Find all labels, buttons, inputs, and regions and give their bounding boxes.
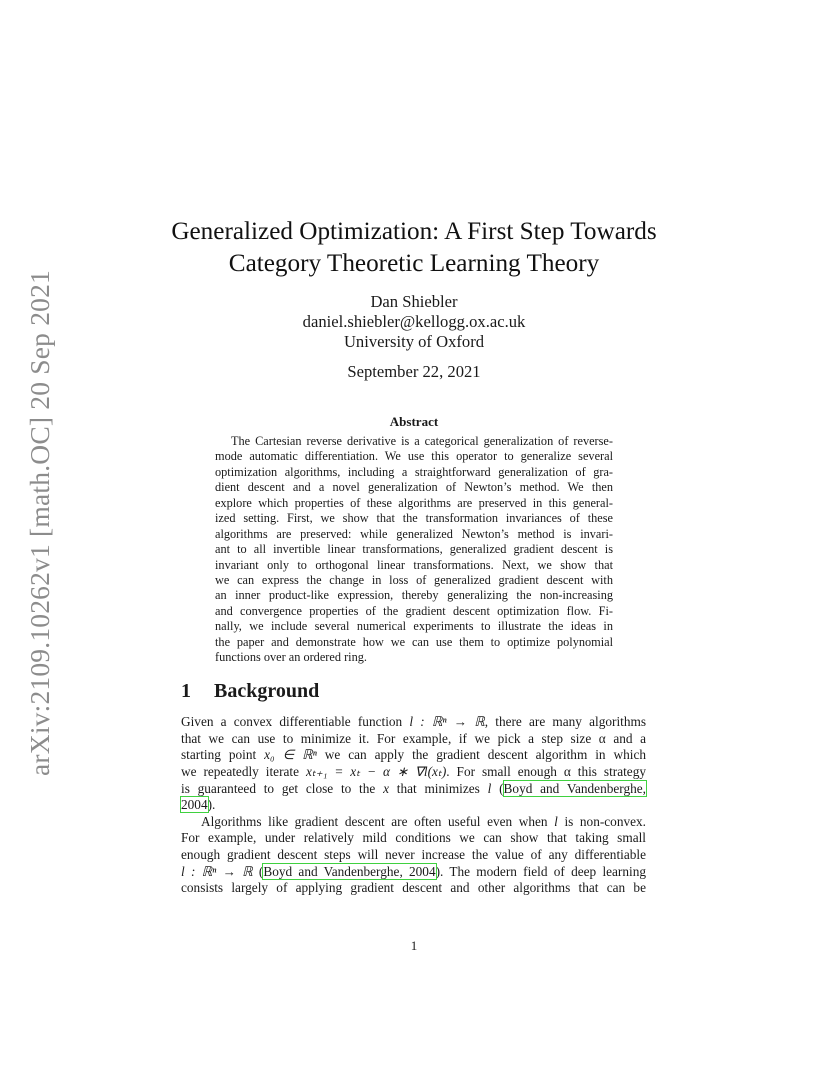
paragraph-1-line: Given a convex differentiable function l : ℝⁿ → ℝ, there are many algorithms xyxy=(181,714,647,729)
title-line-2: Category Theoretic Learning Theory xyxy=(228,250,600,277)
abstract-line: an inner product-like expression, thereby generalizing the non-increasing xyxy=(215,588,613,603)
abstract-line: invariant only to orthogonal linear transformations. Next, we show that xyxy=(215,557,613,572)
citation-link[interactable]: 2004 xyxy=(181,797,208,813)
author-affiliation: University of Oxford xyxy=(343,332,485,351)
abstract-line: nally, we include several numerical experiments to illustrate the ideas in xyxy=(215,619,613,634)
author-name: Dan Shiebler xyxy=(370,292,458,311)
paragraph-2-line: enough gradient descent steps will never increase the value of any differentiable xyxy=(181,847,646,863)
abstract-line: functions over an ordered ring. xyxy=(215,650,367,665)
abstract-line: and convergence properties of the gradient descent optimization flow. Fi- xyxy=(215,603,613,618)
paragraph-2-line: l : ℝⁿ → ℝ (Boyd and Vandenberghe, 2004). The modern field of deep learning xyxy=(181,863,647,879)
abstract-heading: Abstract xyxy=(389,414,439,429)
math-starting-point: x₀ ∈ ℝⁿ xyxy=(264,747,317,763)
abstract-line: mode automatic differentiation. We use this operator to generalize several xyxy=(215,449,613,464)
body-text xyxy=(181,714,646,897)
author-email: daniel.shiebler@kellogg.ox.ac.uk xyxy=(302,312,526,331)
title-line-1: Generalized Optimization: A First Step Towards xyxy=(171,218,657,245)
abstract-line: optimization algorithms, including a straightforward generalization of gra- xyxy=(215,464,613,479)
paragraph-1-line: that we can use to minimize it. For example, if we pick a step size α and a xyxy=(181,730,646,746)
abstract-line: The Cartesian reverse derivative is a categorical generalization of reverse- xyxy=(231,434,613,448)
abstract-line: we can express the change in loss of generalized gradient descent with xyxy=(215,572,613,587)
paragraph-1-line: we repeatedly iterate xₜ₊₁ = xₜ − α ∗ ∇l(xₜ). For small enough α this strategy xyxy=(181,763,647,779)
author-block xyxy=(150,292,678,352)
abstract-line: algorithms are preserved: while generalized Newton’s method is invari- xyxy=(215,526,613,541)
abstract-line: the paper and demonstrate how we can use them to optimize polynomial xyxy=(215,634,613,649)
section-number: 1 xyxy=(181,680,191,702)
abstract-line: ant to all invertible linear transformations, generalized gradient descent is xyxy=(215,542,613,557)
abstract-line: ized setting. First, we show that the transformation invariances of these xyxy=(215,511,613,526)
arxiv-stamp-text: arXiv:2109.10262v1 [math.OC] 20 Sep 2021 xyxy=(24,269,56,776)
math-update-rule: xₜ₊₁ = xₜ − α ∗ ∇l(xₜ) xyxy=(305,763,447,779)
section-heading xyxy=(181,680,319,703)
paper-title xyxy=(150,216,678,280)
section-title: Background xyxy=(214,680,320,702)
page-number: 1 xyxy=(410,938,418,953)
math-loss-map: l : ℝⁿ → ℝ xyxy=(409,714,485,729)
abstract-line: dient descent and a novel generalization of Newton’s method. We then xyxy=(215,480,613,495)
abstract-line: explore which properties of these algorithms are preserved in this general- xyxy=(215,495,613,510)
paragraph-1-line: starting point x₀ ∈ ℝⁿ we can apply the gradient descent algorithm in which xyxy=(181,747,647,763)
paragraph-1-line: 2004). xyxy=(181,797,216,813)
paragraph-2-line: Algorithms like gradient descent are often useful even when l is non-convex. xyxy=(201,813,646,829)
paragraph-1-line: is guaranteed to get close to the x that minimizes l (Boyd and Vandenberghe, xyxy=(181,780,646,796)
citation-link[interactable]: Boyd and Vandenberghe, 2004 xyxy=(263,863,436,879)
abstract-body xyxy=(215,434,613,666)
paragraph-2-line: consists largely of applying gradient descent and other algorithms that can be xyxy=(181,880,646,896)
paper-date: September 22, 2021 xyxy=(347,362,481,381)
citation-link[interactable]: Boyd and Vandenberghe, xyxy=(503,780,646,796)
paragraph-2-line: For example, under relatively mild conditions we can show that taking small xyxy=(181,830,646,846)
arxiv-identifier-stamp xyxy=(20,270,60,775)
